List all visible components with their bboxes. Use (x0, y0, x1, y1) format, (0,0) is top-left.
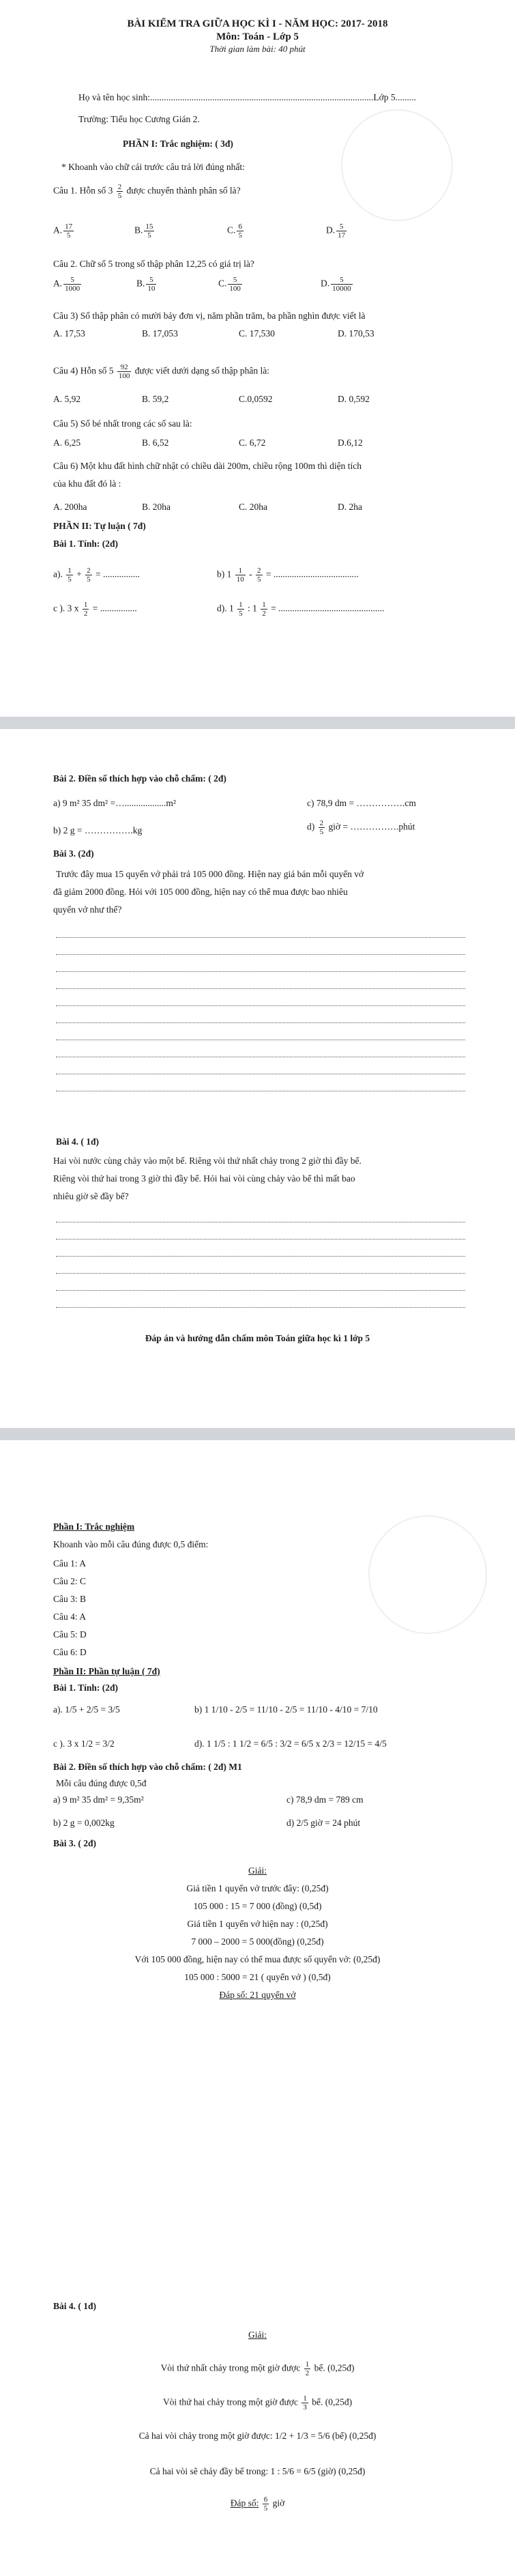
q6-option-b: B. 20ha (142, 502, 171, 512)
question-1: Câu 1. Hỗn số 3 $\frac{2}{5}$ được chuyển thành phân số là? (53, 183, 241, 200)
answer-line (56, 1307, 465, 1308)
answer-line (56, 1290, 465, 1291)
ans-b1-b: b) 1 1/10 - 2/5 = 11/10 - 2/5 = 11/10 - 4/10 = 7/10 (194, 1704, 378, 1715)
b1-title: Bài 1. Tính: (2đ) (53, 539, 119, 549)
answer-key-title: Đáp án và hướng dẫn chấm môn Toán giữa học kì 1 lớp 5 (145, 1333, 370, 1343)
ans-b4-line-3: Cả hai vòi chảy trong một giờ được: 1/2 + 1/3 = 5/6 (bể) (0,25đ) (138, 2431, 377, 2441)
page-4 (0, 2287, 515, 2576)
answer-line (56, 988, 465, 989)
answer-line (56, 1273, 465, 1274)
ans-b2-a: a) 9 m² 35 dm² = 9,35m² (53, 1794, 144, 1805)
q2-option-c: C. $\frac{5}{100}$ (218, 276, 241, 293)
b4-text-1: Hai vòi nước cùng chảy vào một bể. Riêng vòi thứ nhất chảy trong 2 giờ thì đầy bể. (53, 1156, 362, 1166)
b1-b: b) 1 $\frac{1}{10}$ - $\frac{2}{5}$ = ..................................... (217, 567, 359, 584)
answer-line (56, 1005, 465, 1006)
q3-option-a: A. 17,53 (53, 328, 85, 339)
ans-b4-title: Bài 4. ( 1đ) (53, 2301, 97, 2311)
ans-item: Câu 1: A (53, 1558, 87, 1569)
question-4: Câu 4) Hỗn số 5 $\frac{92}{100}$ được viết dưới dạng số thập phân là: (53, 363, 269, 380)
b1-a: a). $\frac{1}{5}$ + $\frac{2}{5}$ = ................ (53, 567, 140, 584)
ans-b1-a: a). 1/5 + 2/5 = 3/5 (53, 1704, 120, 1715)
exam-title: BÀI KIỂM TRA GIỮA HỌC KÌ I - NĂM HỌC: 2017- 2018 (127, 18, 388, 29)
ans-item: Câu 5: D (53, 1629, 87, 1640)
q5-option-b: B. 6,52 (142, 438, 169, 448)
q6-option-a: A. 200ha (53, 502, 87, 512)
ans-b3-line: Với 105 000 đồng, hiện nay có thể mua được số quyển vở: (0,25đ) (134, 1954, 381, 1964)
q6-option-c: C. 20ha (239, 502, 267, 512)
answer-line (56, 971, 465, 972)
ans-b3-line: 7 000 – 2000 = 5 000(đồng) (0,25đ) (191, 1936, 324, 1947)
ans-b4-solution-label: Giải: (248, 2330, 267, 2340)
fraction: $\frac{2}{5}$ (117, 183, 122, 200)
part2-title: PHẦN II: Tự luận ( 7đ) (53, 521, 146, 531)
ans-b3-line: 105 000 : 5000 = 21 ( quyển vở ) (0,5đ) (184, 1972, 331, 1982)
answer-line (56, 937, 465, 938)
watermark (368, 1515, 487, 1634)
page-divider (0, 1428, 515, 1440)
q1-option-a: A. $\frac{17}{5}$ (53, 223, 73, 240)
b2-b: b) 2 g = …………….kg (53, 825, 143, 835)
b2-a: a) 9 m² 35 dm² =…..................m² (53, 798, 176, 808)
answer-line (56, 954, 465, 955)
b4-text-3: nhiêu giờ sẽ đầy bể? (53, 1191, 129, 1201)
q4-option-d: D. 0,592 (338, 394, 370, 404)
ans-item: Câu 2: C (53, 1576, 87, 1586)
ans-p2-title: Phần II: Phần tự luận ( 7đ) (53, 1666, 160, 1676)
q5-option-d: D.6,12 (338, 438, 363, 448)
b4-title: Bài 4. ( 1đ) (56, 1136, 100, 1147)
ans-b4-line-1: Vòi thứ nhất chảy trong một giờ được $\frac{1}{2}$ bể. (0,25đ) (160, 2360, 355, 2377)
q2-option-a: A. $\frac{5}{1000}$ (53, 276, 80, 293)
ans-item: Câu 4: A (53, 1612, 87, 1622)
q3-option-c: C. 17,530 (239, 328, 275, 339)
ans-b3-solution-label: Giải: (248, 1865, 267, 1876)
question-6-cont: của khu đất đó là : (53, 478, 121, 489)
ans-item: Câu 6: D (53, 1647, 87, 1657)
q4-option-c: C.0,0592 (239, 394, 273, 404)
b4-text-2: Riêng vòi thứ hai trong 3 giờ thì đầy bể. Hỏi hai vòi cùng chảy vào bể thì mất bao (53, 1173, 355, 1184)
b3-text-3: quyển vở như thế? (53, 904, 122, 915)
question-2: Câu 2. Chữ số 5 trong số thập phân 12,25 có giá trị là? (53, 259, 254, 269)
watermark (341, 109, 453, 221)
ans-p1-title: Phần I: Trắc nghiệm (53, 1521, 135, 1532)
q5-option-a: A. 6,25 (53, 438, 81, 448)
question-3: Câu 3) Số thập phân có mười bảy đơn vị, năm phần trăm, ba phần nghìn được viết là (53, 311, 366, 321)
q2-option-d: D. $\frac{5}{10000}$ (321, 276, 351, 293)
q1-option-c: C. $\frac{6}{5}$ (227, 223, 242, 240)
ans-b2-title: Bài 2. Điền số thích hợp vào chỗ chấm: ( 2đ) M1 (53, 1762, 242, 1772)
q2-option-b: B. $\frac{5}{10}$ (136, 276, 156, 293)
ans-b3-line: 105 000 : 15 = 7 000 (đồng) (0,5đ) (193, 1901, 322, 1911)
ans-item: Câu 3: B (53, 1594, 87, 1604)
ans-b4-answer: Đáp số: $\frac{6}{5}$ giờ (230, 2495, 285, 2513)
ans-b3-line: Giá tiền 1 quyển vở hiện nay : (0,25đ) (187, 1919, 328, 1929)
b3-text-2: đã giảm 2000 đồng. Hỏi với 105 000 đồng, hiện nay có thể mua được bao nhiêu (53, 887, 348, 897)
q3-option-b: B. 17,053 (142, 328, 178, 339)
q1-option-d: D. $\frac{5}{17}$ (326, 223, 346, 240)
answer-line (56, 1022, 465, 1023)
b2-title: Bài 2. Điền số thích hợp vào chỗ chấm: ( 2đ) (53, 773, 226, 784)
student-name-line: Họ và tên học sinh:.................................................................................................Lớp 5......... (78, 92, 416, 102)
question-6: Câu 6) Một khu đất hình chữ nhật có chiều dài 200m, chiều rộng 100m thì diện tích (53, 461, 362, 471)
page-divider (0, 717, 515, 729)
ans-b4-line-4: Cả hai vòi sẽ chảy đầy bể trong: 1 : 5/6 = 6/5 (giờ) (0,25đ) (149, 2466, 366, 2476)
exam-time: Thời gian làm bài: 40 phút (209, 44, 306, 54)
answer-line (56, 1239, 465, 1240)
ans-b1-title: Bài 1. Tính: (2đ) (53, 1683, 119, 1693)
page-2 (0, 729, 515, 1428)
b2-d: d) $\frac{2}{5}$ giờ = …………….phút (307, 819, 415, 836)
q6-option-d: D. 2ha (338, 502, 362, 512)
answer-line (56, 1256, 465, 1257)
ans-b4-line-2: Vòi thứ hai chảy trong một giờ được $\frac{1}{3}$ bể. (0,25đ) (162, 2394, 353, 2412)
q1-option-b: B. $\frac{15}{5}$ (134, 223, 153, 240)
ans-b1-c: c ). 3 x 1/2 = 3/2 (53, 1738, 115, 1749)
ans-b2-c: c) 78,9 dm = 789 cm (286, 1794, 364, 1805)
question-5: Câu 5) Số bé nhất trong các số sau là: (53, 418, 192, 429)
ans-b2-b: b) 2 g = 0,002kg (53, 1818, 115, 1828)
ans-b3-answer: Đáp số: 21 quyển vở (219, 1990, 296, 2000)
b2-c: c) 78,9 dm = …………….cm (307, 798, 416, 808)
part1-instruction: * Khoanh vào chữ cái trước câu trả lời đúng nhất: (61, 162, 245, 172)
ans-b2-instruction: Mỗi câu đúng được 0,5đ (56, 1778, 147, 1788)
part1-title: PHẦN I: Trắc nghiệm: ( 3đ) (123, 139, 233, 149)
q5-option-c: C. 6,72 (239, 438, 266, 448)
b3-text-1: Trước đây mua 15 quyển vở phải trả 105 000 đồng. Hiện nay giá bán mỗi quyển vở (56, 869, 364, 879)
page-1 (0, 0, 515, 717)
q3-option-d: D. 170,53 (338, 328, 374, 339)
page-3 (0, 1440, 515, 2287)
school-name: Trường: Tiểu học Cương Gián 2. (78, 114, 200, 124)
b3-title: Bài 3. (2đ) (53, 848, 94, 859)
ans-b1-d: d). 1 1/5 : 1 1/2 = 6/5 : 3/2 = 6/5 x 2/3 = 12/15 = 4/5 (194, 1738, 387, 1749)
ans-b3-title: Bài 3. ( 2đ) (53, 1838, 97, 1848)
exam-subject: Môn: Toán - Lớp 5 (216, 31, 299, 42)
ans-p1-instruction: Khoanh vào mỗi câu đúng được 0,5 điểm: (53, 1539, 209, 1549)
b1-d: d). 1 $\frac{1}{5}$ : 1 $\frac{1}{2}$ = .............................................. (217, 601, 385, 618)
ans-b3-line: Giá tiền 1 quyển vở trước đây: (0,25đ) (186, 1883, 329, 1893)
q4-option-a: A. 5,92 (53, 394, 81, 404)
q4-option-b: B. 59,2 (142, 394, 169, 404)
ans-b2-d: d) 2/5 giờ = 24 phút (286, 1818, 361, 1828)
b1-c: c ). 3 x $\frac{1}{2}$ = ................ (53, 601, 137, 618)
